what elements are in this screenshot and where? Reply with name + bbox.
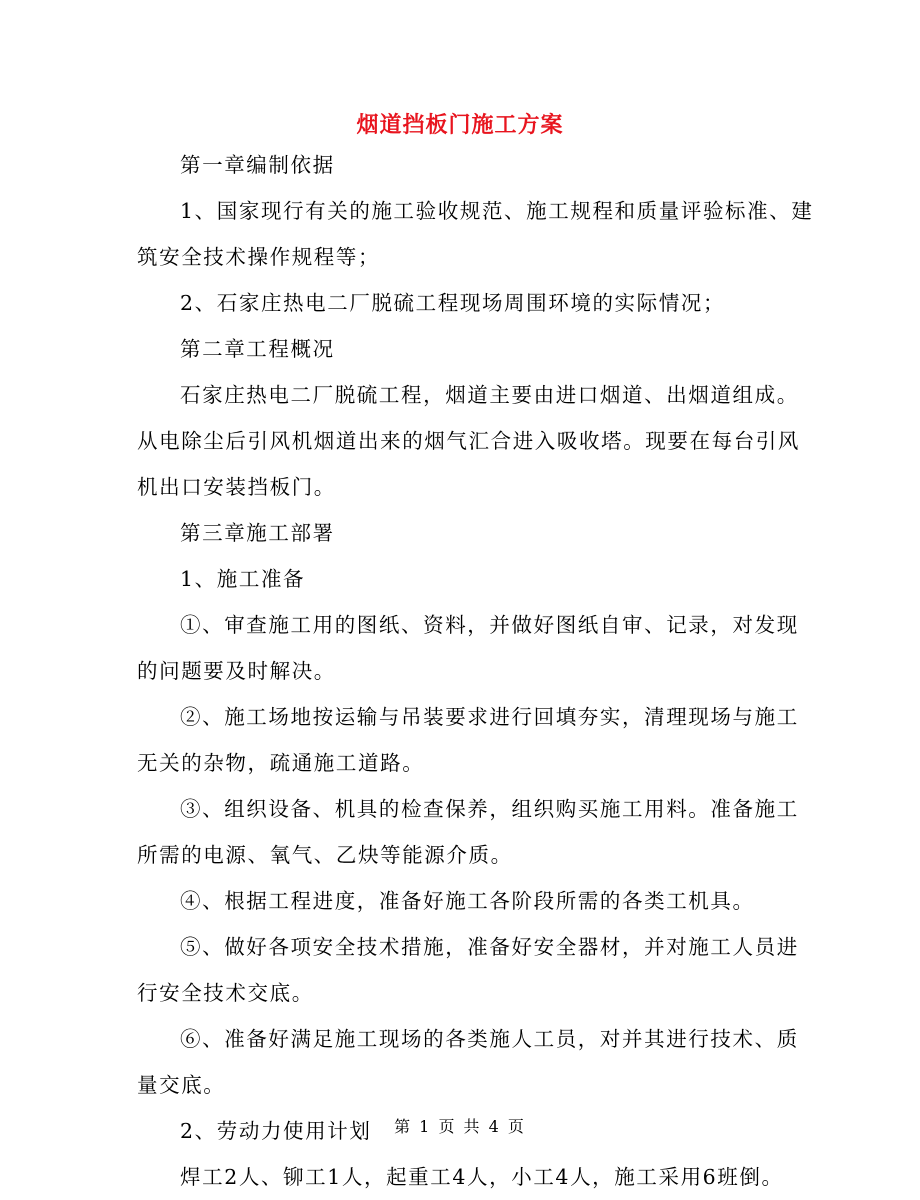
paragraph-line: ①、审查施工用的图纸、资料，并做好图纸自审、记录，对发现 (180, 613, 799, 637)
paragraph-line: 无关的杂物，疏通施工道路。 (137, 751, 425, 775)
paragraph-line: 行安全技术交底。 (137, 981, 314, 1005)
paragraph-line: 量交底。 (137, 1073, 226, 1097)
paragraph (137, 694, 797, 786)
paragraph-line: 第二章工程概况 (180, 337, 335, 361)
paragraph-line: 石家庄热电二厂脱硫工程，烟道主要由进口烟道、出烟道组成。 (180, 383, 799, 407)
paragraph (137, 602, 797, 694)
paragraph-line: ⑥、准备好满足施工现场的各类施人工员，对并其进行技术、质 (180, 1027, 799, 1051)
paragraph-line: ⑤、做好各项安全技术措施，准备好安全器材，并对施工人员进 (180, 935, 799, 959)
paragraph (137, 556, 797, 602)
paragraph (137, 1154, 797, 1200)
paragraph (137, 510, 797, 556)
document-body (137, 142, 814, 1200)
paragraph-line: ④、根据工程进度，准备好施工各阶段所需的各类工机具。 (180, 889, 755, 913)
paragraph-line: 2、劳动力使用计划 (180, 1119, 372, 1143)
page-number-footer: 第 1 页 共 4 页 (394, 1117, 526, 1136)
paragraph (137, 1016, 797, 1108)
paragraph-line: 1、国家现行有关的施工验收规范、施工规程和质量评验标准、建 (180, 199, 814, 223)
paragraph-line: 第三章施工部署 (180, 521, 335, 545)
document-title: 烟道挡板门施工方案 (356, 112, 564, 138)
paragraph-line: 所需的电源、氧气、乙炔等能源介质。 (137, 843, 513, 867)
paragraph-line: 1、施工准备 (180, 567, 306, 591)
paragraph (137, 372, 800, 510)
paragraph-line: 机出口安装挡板门。 (137, 475, 336, 499)
paragraph (137, 924, 797, 1016)
paragraph-line: 2、石家庄热电二厂脱硫工程现场周围环境的实际情况； (180, 291, 726, 315)
paragraph-line: ③、组织设备、机具的检查保养，组织购买施工用料。准备施工 (180, 797, 799, 821)
paragraph-line: 从电除尘后引风机烟道出来的烟气汇合进入吸收塔。现要在每台引风 (137, 429, 800, 453)
paragraph-line: 筑安全技术操作规程等； (137, 245, 381, 269)
paragraph-line: 第一章编制依据 (180, 153, 335, 177)
paragraph-line: 焊工2人、铆工1人，起重工4人，小工4人，施工采用6班倒。 (180, 1165, 784, 1189)
paragraph (137, 188, 814, 280)
paragraph (137, 280, 797, 326)
paragraph (137, 786, 797, 878)
paragraph-line: 的问题要及时解决。 (137, 659, 336, 683)
paragraph (137, 142, 797, 188)
paragraph (137, 326, 797, 372)
paragraph-line: ②、施工场地按运输与吊装要求进行回填夯实，清理现场与施工 (180, 705, 799, 729)
paragraph (137, 878, 797, 924)
